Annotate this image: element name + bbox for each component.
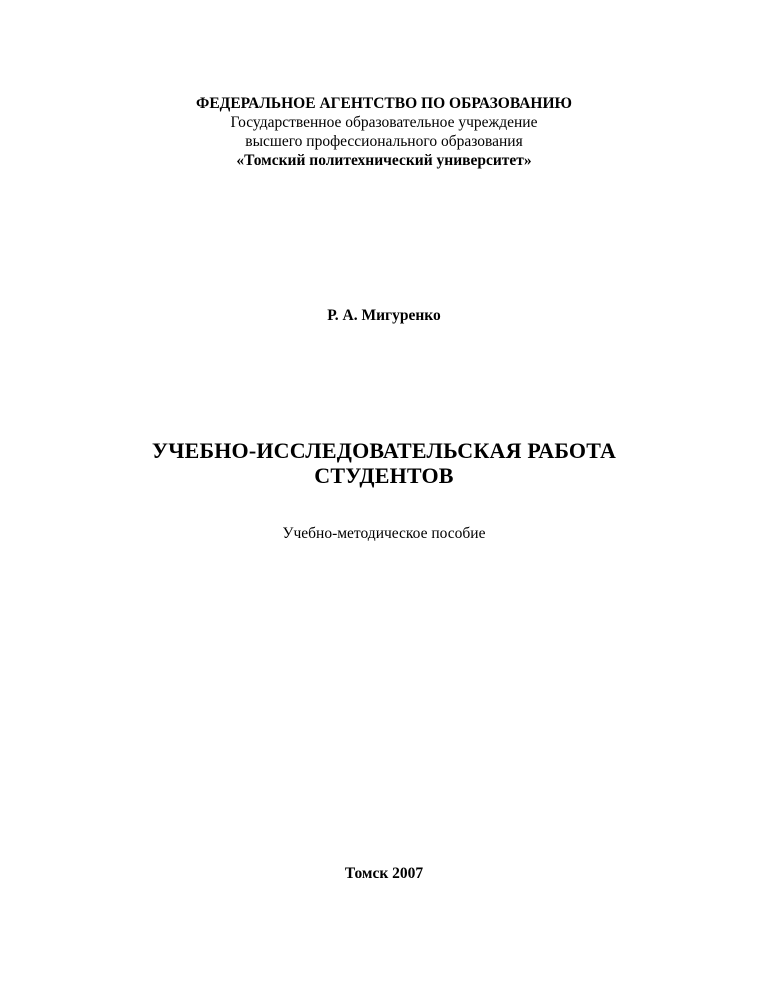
title-line-1: УЧЕБНО-ИССЛЕДОВАТЕЛЬСКАЯ РАБОТА <box>151 438 617 463</box>
university-name: «Томский политехнический университет» <box>236 152 532 169</box>
title-line-2: СТУДЕНТОВ <box>314 463 454 488</box>
agency-name: ФЕДЕРАЛЬНОЕ АГЕНТСТВО ПО ОБРАЗОВАНИЮ <box>196 95 572 112</box>
publisher-header <box>0 94 768 170</box>
institution-type: Государственное образовательное учреждение <box>230 114 538 131</box>
author-name: Р. А. Мигуренко <box>327 307 441 324</box>
document-subtitle: Учебно-методическое пособие <box>282 525 486 542</box>
document-title <box>0 438 768 488</box>
place-and-year: Томск 2007 <box>344 865 424 882</box>
institution-level: высшего профессионального образования <box>245 133 523 150</box>
